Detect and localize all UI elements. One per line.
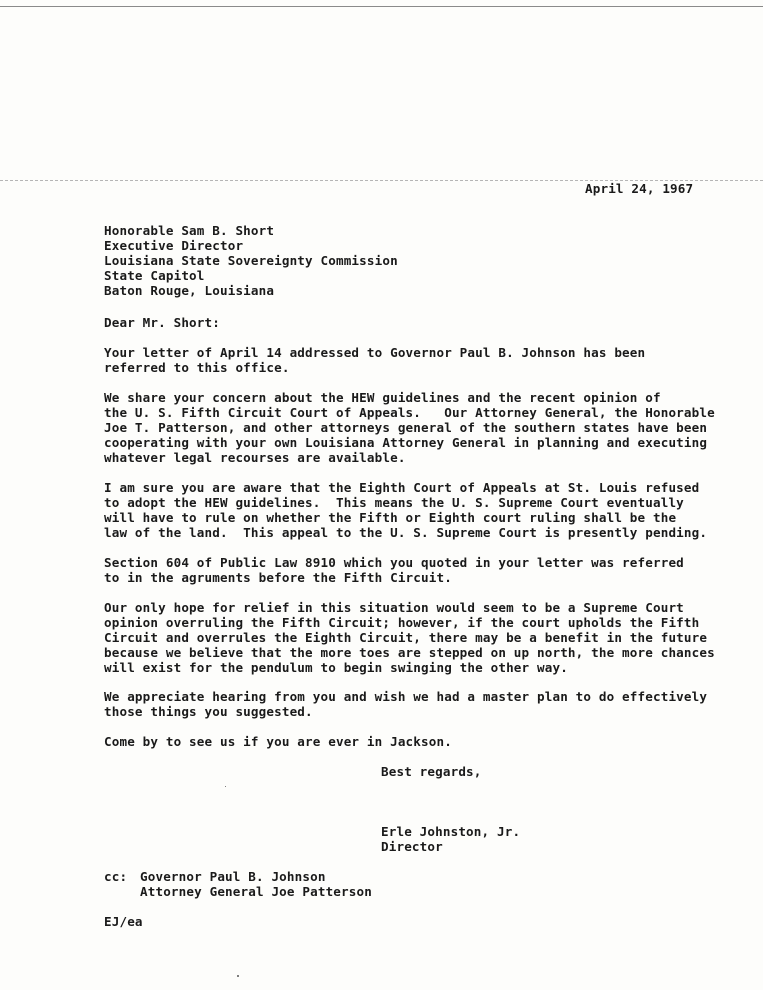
paragraph-line: cooperating with your own Louisiana Attorney General in planning and executing <box>104 435 708 450</box>
signature-name: Erle Johnston, Jr. <box>381 824 521 839</box>
paragraph-line: referred to this office. <box>104 360 290 375</box>
paragraph-line: Section 604 of Public Law 8910 which you quoted in your letter was referred <box>104 555 684 570</box>
paragraph-line: to in the agruments before the Fifth Circuit. <box>104 570 452 585</box>
paragraph-6 <box>104 689 707 719</box>
cc-recipient: Governor Paul B. Johnson <box>140 869 326 884</box>
recipient-line: Louisiana State Sovereignty Commission <box>104 253 398 268</box>
paragraph-line: Come by to see us if you are ever in Jackson. <box>104 734 452 749</box>
paragraph-line: law of the land. This appeal to the U. S. Supreme Court is presently pending. <box>104 525 708 540</box>
paragraph-3 <box>104 480 707 540</box>
paragraph-4 <box>104 555 684 585</box>
recipient-line: Honorable Sam B. Short <box>104 223 275 238</box>
scan-speck <box>237 975 239 977</box>
paragraph-line: Circuit and overrules the Eighth Circuit, there may be a benefit in the future <box>104 630 708 645</box>
paragraph-line: We appreciate hearing from you and wish we had a master plan to do effectively <box>104 689 708 704</box>
recipient-line: State Capitol <box>104 268 205 283</box>
paragraph-line: because we believe that the more toes are stepped on up north, the more chances <box>104 645 715 660</box>
paragraph-line: I am sure you are aware that the Eighth Court of Appeals at St. Louis refused <box>104 480 700 495</box>
paragraph-line: whatever legal recourses are available. <box>104 450 406 465</box>
paragraph-line: opinion overruling the Fifth Circuit; however, if the court upholds the Fifth <box>104 615 700 630</box>
recipient-line: Baton Rouge, Louisiana <box>104 283 275 298</box>
paragraph-line: We share your concern about the HEW guidelines and the recent opinion of <box>104 390 661 405</box>
paragraph-5 <box>104 600 715 675</box>
paragraph-line: Our only hope for relief in this situation would seem to be a Supreme Court <box>104 600 684 615</box>
paragraph-line: will have to rule on whether the Fifth or Eighth court ruling shall be the <box>104 510 677 525</box>
paragraph-2 <box>104 390 715 465</box>
cc-list <box>140 869 372 899</box>
paragraph-line: those things you suggested. <box>104 704 313 719</box>
cc-recipient: Attorney General Joe Patterson <box>140 884 372 899</box>
paragraph-line: will exist for the pendulum to begin swinging the other way. <box>104 660 568 675</box>
closing: Best regards, <box>381 764 482 779</box>
paragraph-line: to adopt the HEW guidelines. This means the U. S. Supreme Court eventually <box>104 495 684 510</box>
recipient-address <box>104 223 398 298</box>
scan-speck <box>225 786 226 787</box>
reference-initials: EJ/ea <box>104 914 143 929</box>
top-rule <box>0 6 763 7</box>
paragraph-line: Your letter of April 14 addressed to Governor Paul B. Johnson has been <box>104 345 646 360</box>
letter-date: April 24, 1967 <box>585 181 694 196</box>
paragraph-1 <box>104 345 645 375</box>
paragraph-line: Joe T. Patterson, and other attorneys general of the southern states have been <box>104 420 708 435</box>
paragraph-line: the U. S. Fifth Circuit Court of Appeals. Our Attorney General, the Honorable <box>104 405 715 420</box>
signature-title: Director <box>381 839 443 854</box>
signature-block <box>381 824 520 854</box>
salutation: Dear Mr. Short: <box>104 315 220 330</box>
recipient-line: Executive Director <box>104 238 244 253</box>
cc-label: cc: <box>104 869 128 884</box>
paragraph-7 <box>104 734 452 749</box>
